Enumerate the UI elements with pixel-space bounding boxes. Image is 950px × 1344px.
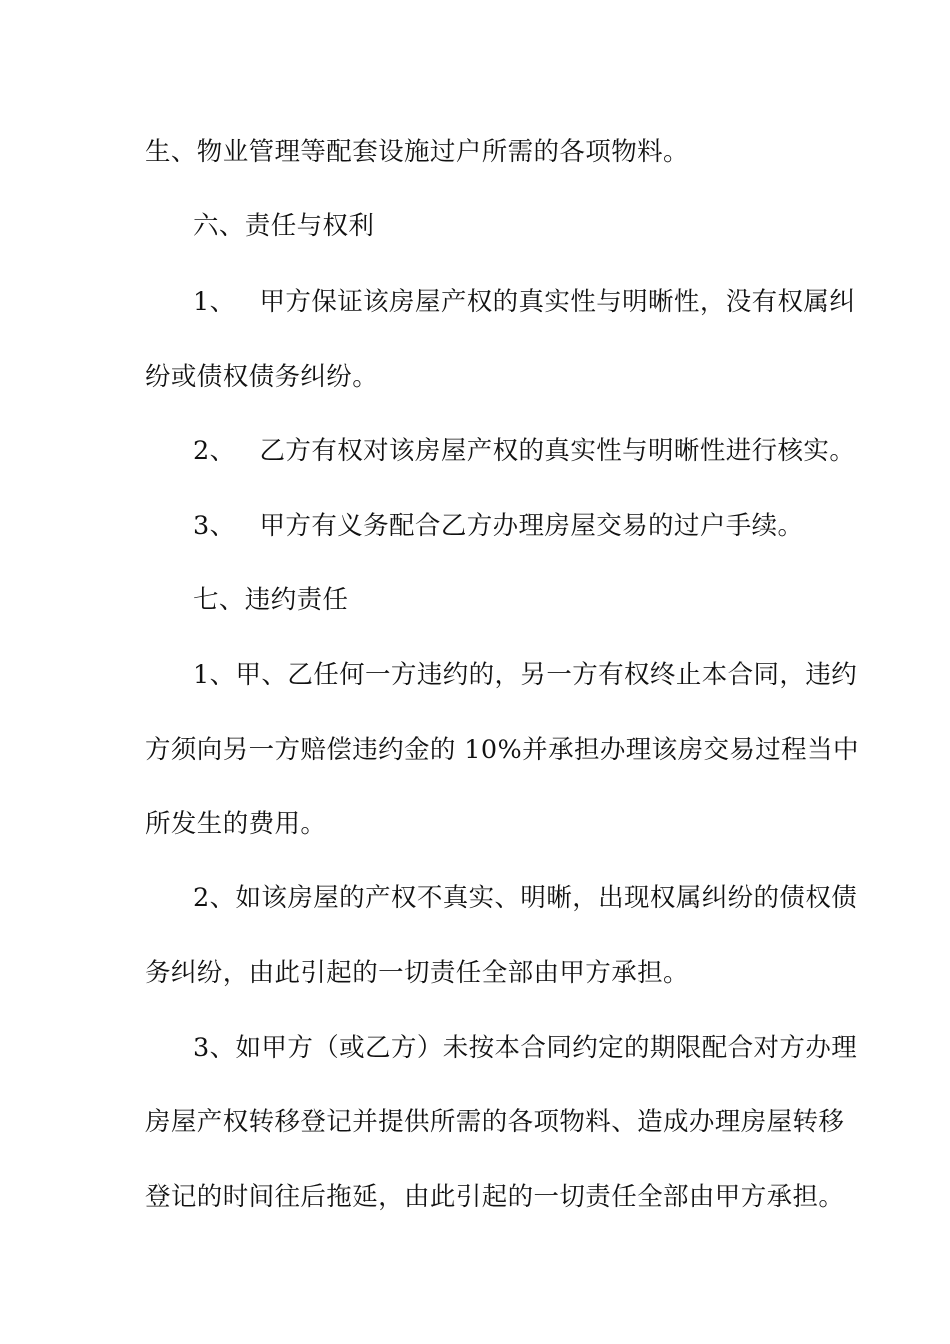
section-heading: 六、责任与权利 [193,211,375,241]
list-number: 3、 [193,511,236,541]
paragraph-line: 房屋产权转移登记并提供所需的各项物料、造成办理房屋转移 [145,1107,845,1137]
list-item-text: 甲方有义务配合乙方办理房屋交易的过户手续。 [259,511,804,541]
list-number: 2、 [193,436,236,466]
paragraph-line: 1、甲、乙任何一方违约的，另一方有权终止本合同，违约 [193,660,858,690]
paragraph-line: 3、如甲方（或乙方）未按本合同约定的期限配合对方办理 [193,1033,858,1063]
section-heading: 七、违约责任 [193,585,349,615]
list-item-text: 甲方保证该房屋产权的真实性与明晰性，没有权属纠 [259,287,856,317]
list-number: 1、 [193,287,236,317]
list-item-text: 乙方有权对该房屋产权的真实性与明晰性进行核实。 [259,436,856,466]
paragraph-line: 所发生的费用。 [145,809,327,839]
paragraph-line: 生、物业管理等配套设施过户所需的各项物料。 [145,137,689,167]
paragraph-line [193,433,863,469]
paragraph-line: 2、如该房屋的产权不真实、明晰，出现权属纠纷的债权债 [193,883,858,913]
paragraph-line: 务纠纷，由此引起的一切责任全部由甲方承担。 [145,958,689,988]
paragraph-line: 登记的时间往后拖延，由此引起的一切责任全部由甲方承担。 [145,1182,845,1212]
paragraph-line: 方须向另一方赔偿违约金的 10%并承担办理该房交易过程当中 [145,735,859,765]
paragraph-line: 纷或债权债务纠纷。 [145,362,379,392]
paragraph-line [193,508,863,544]
paragraph-line [193,284,863,320]
